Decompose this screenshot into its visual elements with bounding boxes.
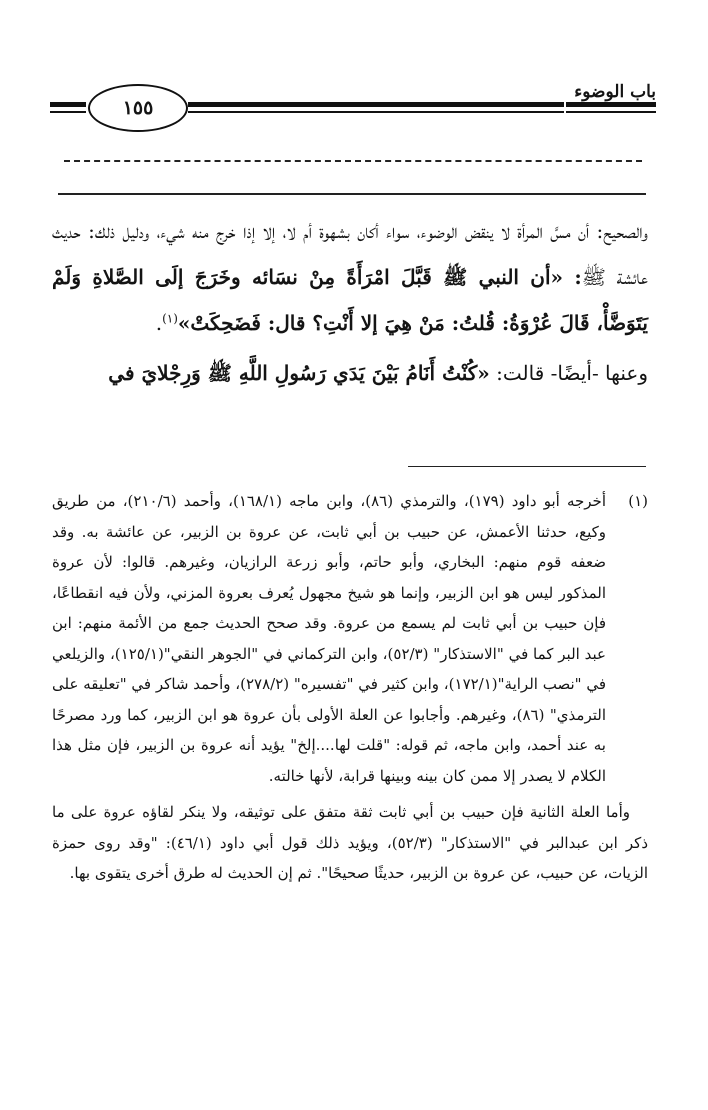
header-rule <box>188 102 564 107</box>
header-rule <box>50 102 86 107</box>
hadith-text: : «أن النبي ﷺ قَبَّلَ امْرَأَةً مِنْ نسَائه وخَرَجَ إلَى الصَّلاةِ وَلَمْ يَتَوَضَّأْ، قَالَ عُرْوَةُ: قُلتُ: مَنْ هِيَ إلا أَنْتِ؟ قال: فَضَحِكَتْ» <box>52 265 648 335</box>
page-number: ١٥٥ <box>88 84 188 132</box>
footnote-marker: (١) <box>628 492 648 510</box>
footnote-separator <box>408 466 646 467</box>
footnote-paragraph: أخرجه أبو داود (١٧٩)، والترمذي (٨٦)، وابن ماجه (١٦٨/١)، وأحمد (٢١٠/٦)، من طريق وكيع، حدثنا الأعمش، عن حبيب بن أبي ثابت، عن عروة بن الزبير، عن عائشة به. وقد ضعفه قوم منهم: البخاري، وأبو حاتم، وأبو زرعة الرازيان، وغيرهم. قالوا: لأن عروة المذكور ليس هو ابن الزبير، وإنما هو شيخ مجهول يُعرف بعروة المزني، ولأن فيه انقطاعًا، فإن حبيب بن أبي ثابت لم يسمع من عروة. وقد صحح الحديث جمع من الأئمة منهم: ابن عبد البر كما في "الاستذكار" (٥٢/٣)، وابن التركماني في "الجوهر النقي"(١٢٥/١)، والزيلعي في "نصب الراية"(١٧٢/١)، وابن كثير في "تفسيره" (٢٧٨/٢)، وأحمد شاكر في "تعليقه على الترمذي" (٨٦)، وغيرهم. وأجابوا عن العلة الأولى بأن عروة هو ابن الزبير، كما ورد مصرحًا به عند أحمد، وابن ماجه، ثم قوله: "قلت لها....إلخ" يؤيد أنه عروة بن الزبير، فإن مثل هذا الكلام لا يصدر إلا ممن كان بينه وبينها قرابة، لأنها خالته. <box>52 492 607 785</box>
top-rule <box>58 193 646 195</box>
paragraph <box>52 208 648 346</box>
header-rule <box>188 111 564 113</box>
paragraph-text: وعنها -أيضًا- قالت: <box>489 361 648 385</box>
page-header <box>50 82 656 138</box>
paragraph <box>52 350 648 396</box>
paragraph-text: والصحيح: أن مسَّ المرأة لا ينقض الوضوء، سواء أكان بشهوة أم لا، إلا إذا خرج منه شيء، ودليل ذلك: حديث عائشة <box>52 219 648 289</box>
header-rule <box>566 102 656 107</box>
paragraph-end: . <box>155 311 163 335</box>
header-rule <box>566 111 656 113</box>
honorific-mark: ﷺ <box>581 265 606 289</box>
dashed-separator <box>64 160 642 162</box>
header-rule <box>50 111 86 113</box>
chapter-title: باب الوضوء <box>574 82 656 102</box>
footnote-paragraph: وأما العلة الثانية فإن حبيب بن أبي ثابت ثقة متفق على توثيقه، ولا ينكر لقاؤه عروة على ما ذكر ابن عبدالبر في "الاستذكار" (٥٢/٣)، ويؤيد ذلك قول أبي داود (٤٦/١): "وقد روى حمزة الزيات، عن حبيب، عن عروة بن الزبير، حديثًا صحيحًا". ثم إن الحديث له طرق أخرى يتقوى بها. <box>52 803 648 882</box>
main-text <box>52 208 648 396</box>
footnote <box>52 486 648 791</box>
footnote-reference[interactable]: (١) <box>162 311 178 326</box>
hadith-text: «كُنْتُ أَنَامُ بَيْنَ يَدَي رَسُولِ اللَّهِ ﷺ وَرِجْلايَ في <box>108 361 490 385</box>
footnotes <box>52 486 648 904</box>
